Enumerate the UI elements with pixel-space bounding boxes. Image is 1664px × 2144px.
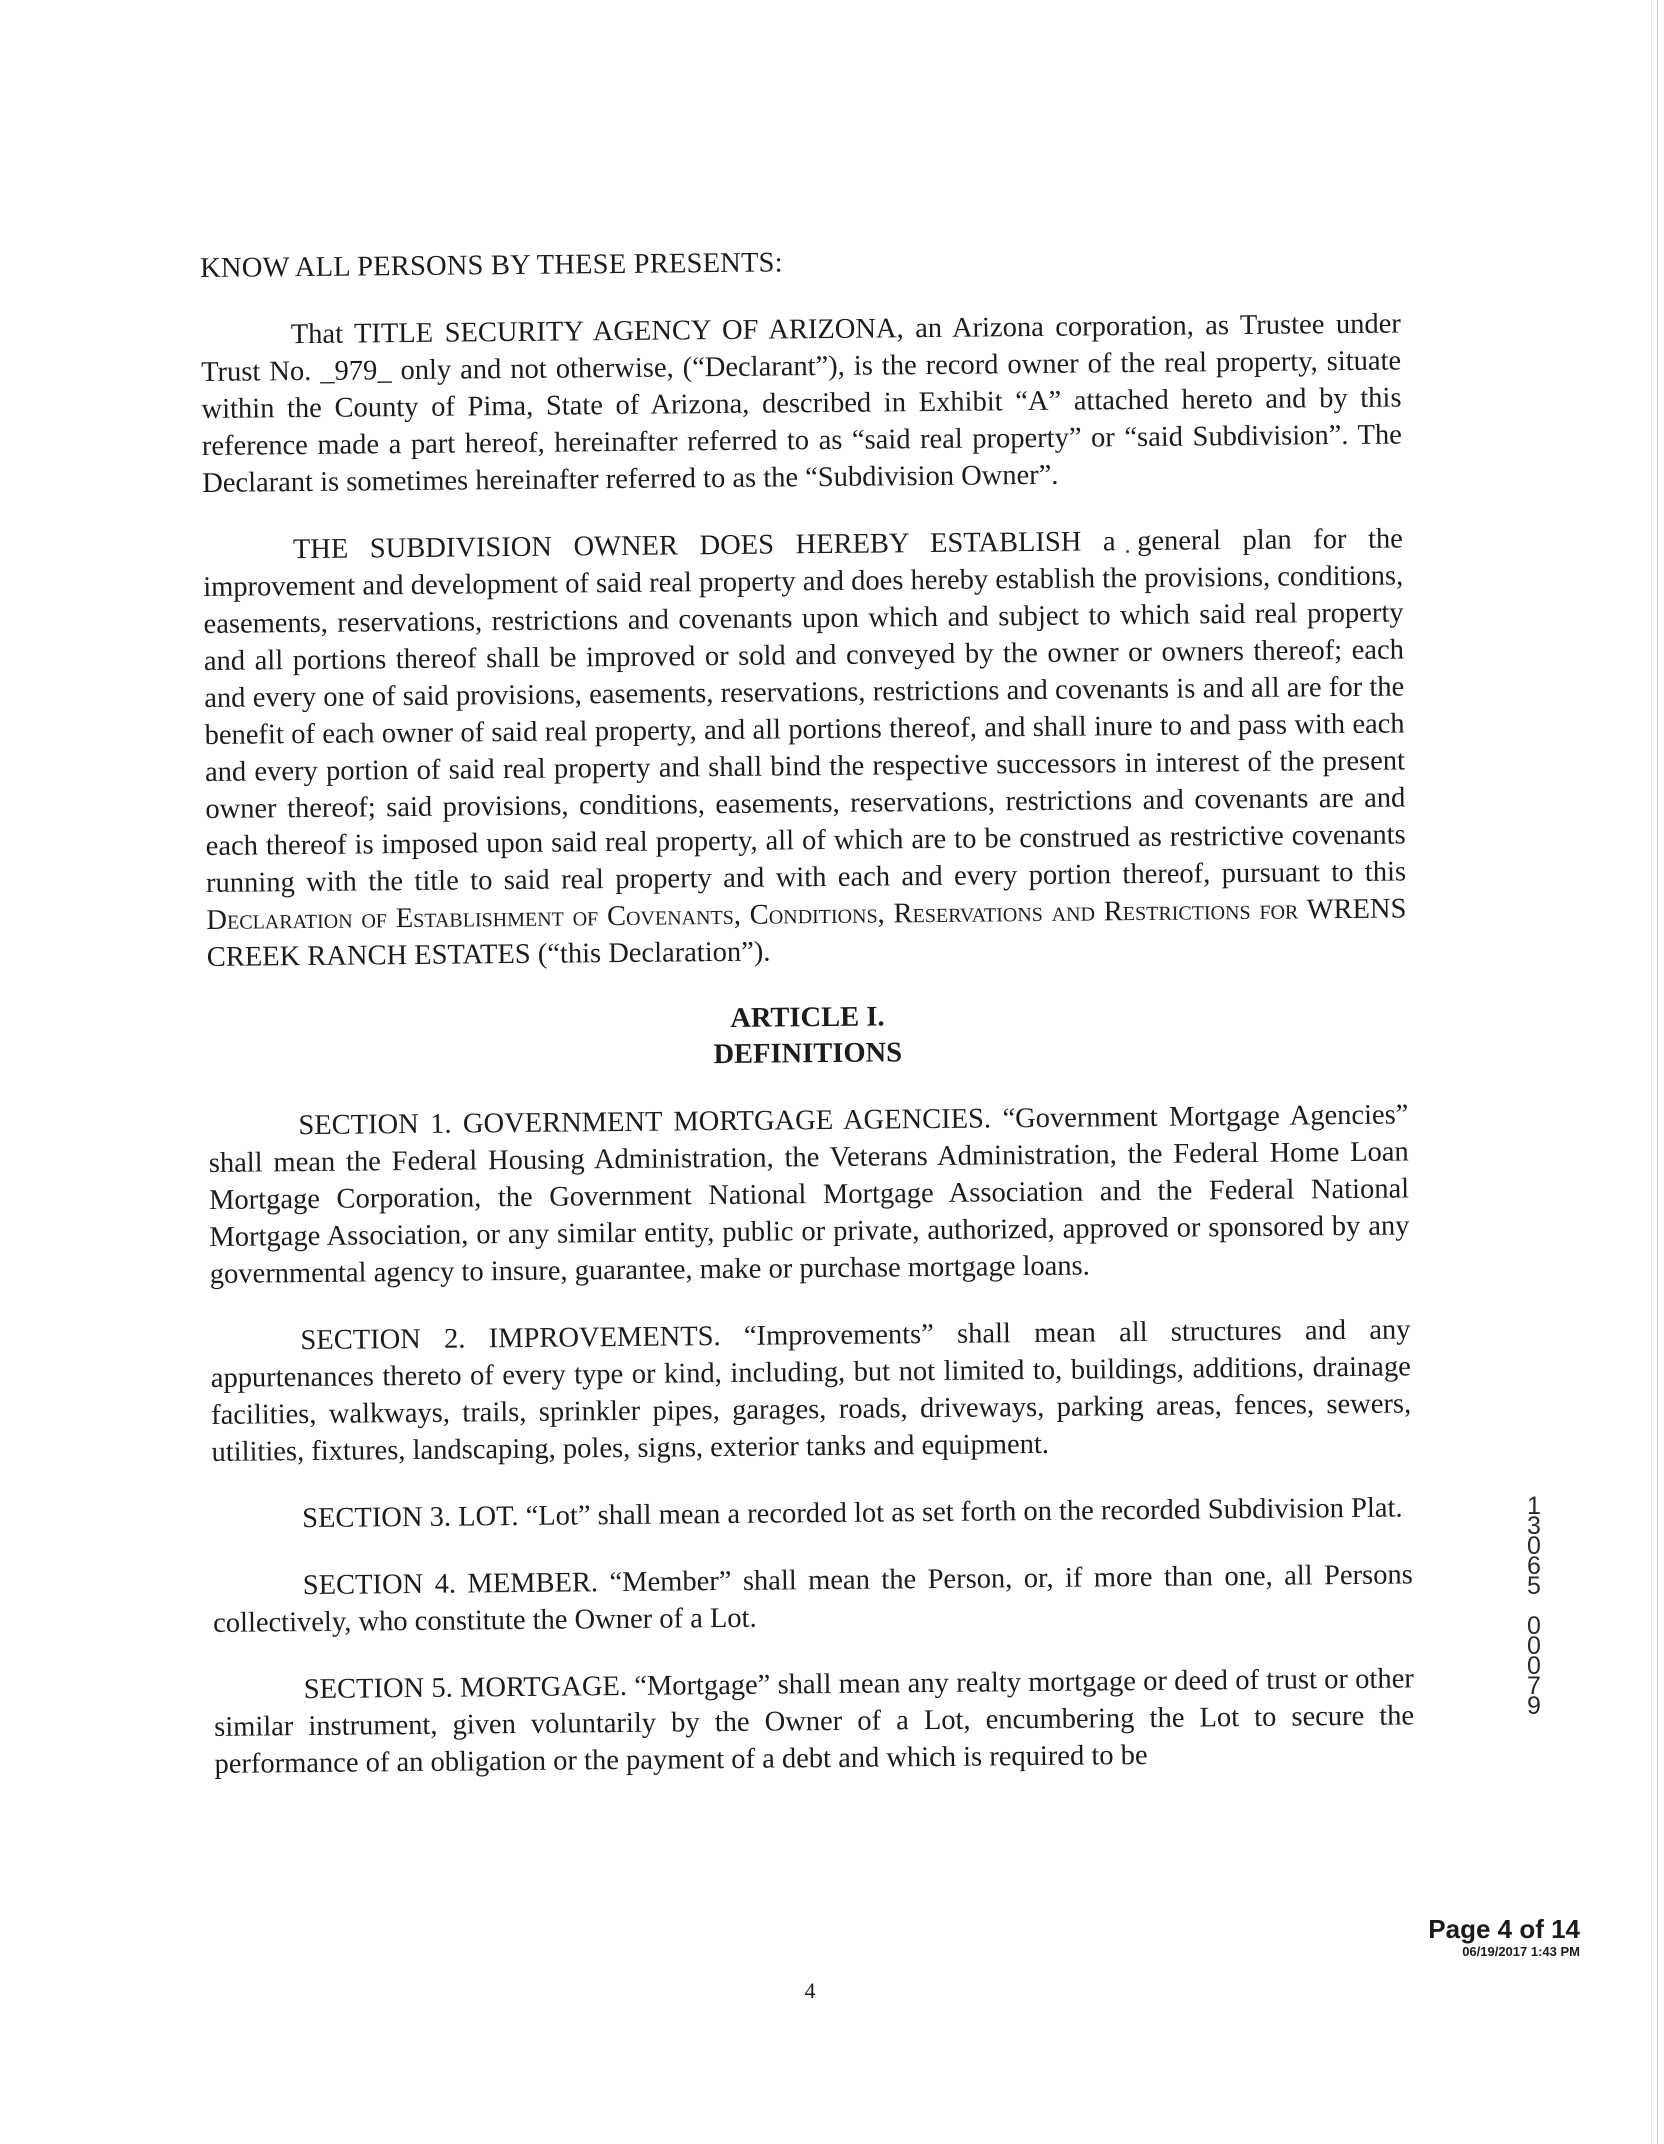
document-body — [200, 238, 1415, 1812]
section-5-paragraph: SECTION 5. MORTGAGE. “Mortgage” shall mean any realty mortgage or deed of trust or other similar instrument, given voluntarily by the Owner of a Lot, encumbering the Lot to secure the performance of an obligation or the payment of a debt and which is required to be — [214, 1663, 1415, 1780]
recording-digit: 0 — [1527, 1652, 1541, 1680]
stamp-timestamp: 06/19/2017 1:43 PM — [1462, 1944, 1580, 1959]
page-edge-line — [1657, 0, 1658, 2144]
section-1-paragraph: SECTION 1. GOVERNMENT MORTGAGE AGENCIES. “Government Mortgage Agencies” shall mean the Federal Housing Administration, the Veterans Administration, the Federal Home Loan Mortgage Corporation, the Government National Mortgage Association and the Federal National Mortgage Association, or any similar entity, public or private, authorized, approved or sponsored by any governmental agency to insure, guarantee, make or purchase mortgage loans. — [208, 1099, 1410, 1290]
recording-digit: 0 — [1527, 1532, 1541, 1560]
page-count-stamp — [1360, 1914, 1580, 1960]
recording-digit: 7 — [1527, 1672, 1541, 1700]
page-of-total: Page 4 of 14 — [1428, 1914, 1580, 1944]
article-title: DEFINITIONS — [713, 1037, 903, 1071]
recording-number — [1519, 1492, 1549, 1720]
declarant-paragraph: That TITLE SECURITY AGENCY OF ARIZONA, an Arizona corporation, as Trustee under Trust No. _979_ only and not otherwise, (“Declarant”), is the record owner of the real property, situate within the County of Pima, State of Arizona, described in Exhibit “A” attached hereto and by this reference made a part hereof, hereinafter referred to as “said real property” or “said Subdivision”. The Declarant is sometimes hereinafter referred to as the “Subdivision Owner”. — [201, 308, 1402, 499]
footer-page-number: 4 — [804, 1978, 816, 2003]
document-heading: KNOW ALL PERSONS BY THESE PRESENTS: — [200, 247, 783, 284]
establish-paragraph-tail: WRENS CREEK RANCH ESTATES (“this Declaration”). — [206, 893, 1407, 973]
recording-digit: 0 — [1527, 1612, 1541, 1640]
recording-digit: 1 — [1527, 1492, 1541, 1520]
recording-digit: 0 — [1527, 1632, 1541, 1660]
section-4-paragraph: SECTION 4. MEMBER. “Member” shall mean the Person, or, if more than one, all Persons collectively, who constitute the Owner of a Lot. — [213, 1559, 1413, 1639]
establish-paragraph — [203, 520, 1407, 975]
establish-paragraph-text: THE SUBDIVISION OWNER DOES HEREBY ESTABLISH a general plan for the improvement and development of said real property and does hereby establish the provisions, conditions, easements, reservations, restrictions and covenants upon which and subject to which said real property and all portions thereof shall be improved or sold and conveyed by the owner or owners thereof; each and every one of said provisions, easements, reservations, restrictions and covenants is and all are for the benefit of each owner of said real property, and all portions thereof, and shall inure to and pass with each and every portion of said real property and shall bind the respective successors in interest of the present owner thereof; said provisions, conditions, easements, reservations, restrictions and covenants are and each thereof is imposed upon said real property, all of which are to be construed as restrictive covenants running with the title to said real property and with each and every portion thereof, pursuant to this — [203, 523, 1407, 899]
recording-digit: 3 — [1527, 1512, 1541, 1540]
section-3-paragraph: SECTION 3. LOT. “Lot” shall mean a recorded lot as set forth on the recorded Subdivision Plat. — [302, 1492, 1403, 1535]
declaration-title: Declaration of Establishment of Covenants, Conditions, Reservations and Restrictions for — [206, 894, 1299, 936]
recording-digit: 9 — [1527, 1692, 1541, 1720]
section-2-paragraph: SECTION 2. IMPROVEMENTS. “Improvements” shall mean all structures and any appurtenances thereto of every type or kind, including, but not limited to, buildings, additions, drainage facilities, walkways, trails, sprinkler pipes, garages, roads, driveways, parking areas, fences, sewers, utilities, fixtures, landscaping, poles, signs, exterior tanks and equipment. — [210, 1314, 1412, 1468]
recording-digit: 6 — [1527, 1552, 1541, 1580]
page-edge-line-faint — [1651, 0, 1652, 2144]
recording-digit: 5 — [1527, 1572, 1541, 1600]
article-number: ARTICLE I. — [730, 1001, 885, 1034]
article-heading — [207, 994, 1408, 1078]
